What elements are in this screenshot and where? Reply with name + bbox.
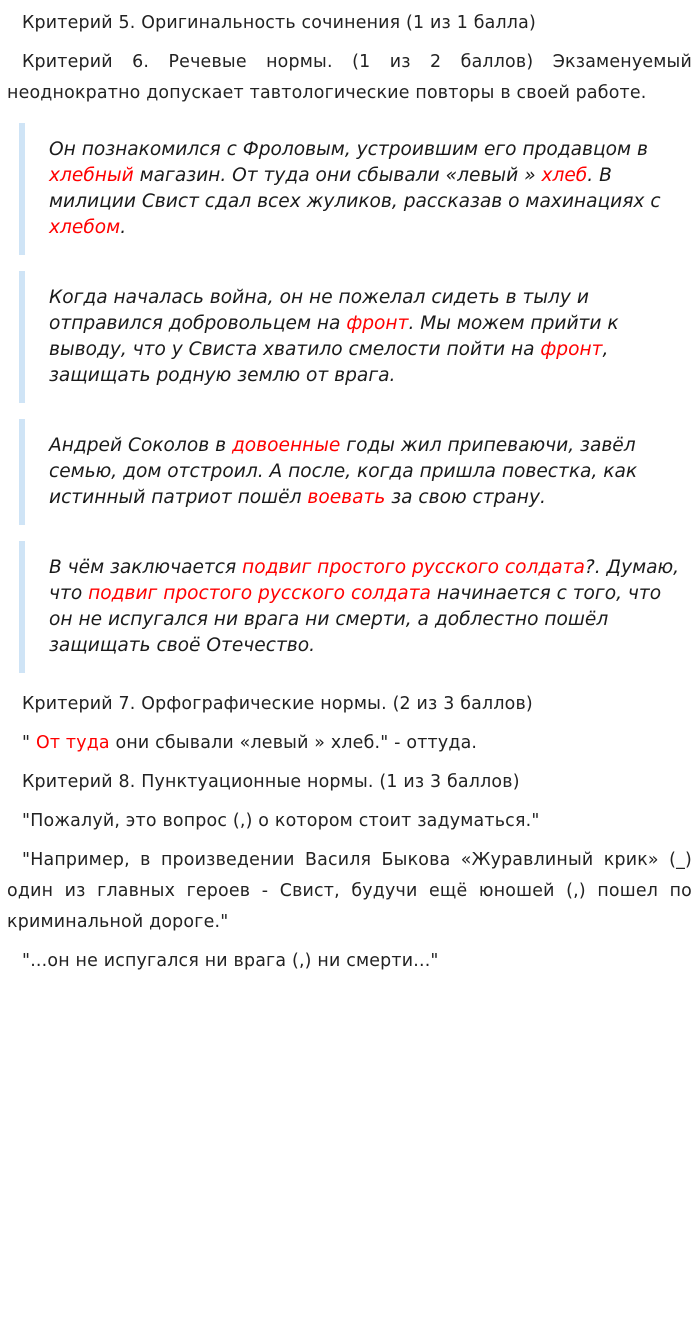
quote-4-text-2: ?. Думаю, что bbox=[49, 557, 680, 604]
quote-4-text-3: начинается с того, что он не испугался ни врага ни смерти, а доблестно пошёл защищать своё Отечество. bbox=[49, 583, 662, 656]
quote-1-highlight-2: хлеб bbox=[541, 165, 588, 186]
quote-3-text-1: Андрей Соколов в bbox=[49, 435, 232, 456]
punctuation-example-3: "...он не испугался ни врага (,) ни смерти..." bbox=[22, 951, 439, 971]
quote-1-text-4: . bbox=[120, 217, 127, 238]
quote-3-highlight-2: воевать bbox=[307, 487, 386, 508]
quote-1-text-1: Он познакомился с Фроловым, устроившим его продавцом в bbox=[49, 139, 648, 160]
quote-2-highlight-1: фронт bbox=[346, 313, 409, 334]
quote-2 bbox=[19, 271, 692, 403]
spelling-example bbox=[7, 728, 692, 759]
quote-4-highlight-2: подвиг простого русского солдата bbox=[88, 583, 431, 604]
criterion-5: Критерий 5. Оригинальность сочинения (1 из 1 балла) bbox=[22, 13, 536, 33]
criterion-6: Критерий 6. Речевые нормы. (1 из 2 баллов) Экзаменуемый неоднократно допускает тавтологические повторы в своей работе. bbox=[7, 52, 692, 103]
quote-1 bbox=[19, 123, 692, 255]
quote-2-text-1: Когда началась война, он не пожелал сидеть в тылу и отправился добровольцем на bbox=[49, 287, 589, 334]
quote-4 bbox=[19, 541, 692, 673]
quote-2-highlight-2: фронт bbox=[540, 339, 603, 360]
quote-4-text-1: В чём заключается bbox=[49, 557, 243, 578]
quote-2-text-3: , защищать родную землю от врага. bbox=[49, 339, 609, 386]
criterion-8: Критерий 8. Пунктуационные нормы. (1 из 3 баллов) bbox=[22, 772, 520, 792]
spelling-quote-open: " bbox=[22, 733, 36, 753]
quote-3-text-3: за свою страну. bbox=[385, 487, 546, 508]
quote-3 bbox=[19, 419, 692, 525]
quote-2-text-2: . Мы можем прийти к выводу, что у Свиста хватило смелости пойти на bbox=[49, 313, 619, 360]
criterion-7: Критерий 7. Орфографические нормы. (2 из 3 баллов) bbox=[22, 694, 533, 714]
quote-1-highlight-1: хлебный bbox=[49, 165, 134, 186]
quote-3-highlight-1: довоенные bbox=[231, 435, 341, 456]
quote-4-highlight-1: подвиг простого русского солдата bbox=[242, 557, 585, 578]
punctuation-example-2: "Например, в произведении Василя Быкова «Журавлиный крик» (_) один из главных героев - Свист, будучи ещё юношей (,) пошел по криминальной дороге." bbox=[7, 850, 692, 932]
quote-1-highlight-3: хлебом bbox=[49, 217, 121, 238]
quote-1-text-2: магазин. От туда они сбывали «левый » bbox=[133, 165, 542, 186]
spelling-rest: они сбывали «левый » хлеб." - оттуда. bbox=[109, 733, 478, 753]
quote-1-text-3: . В милиции Свист сдал всех жуликов, рассказав о махинациях с bbox=[49, 165, 661, 212]
punctuation-example-1: "Пожалуй, это вопрос (,) о котором стоит задуматься." bbox=[22, 811, 540, 831]
spelling-error: От туда bbox=[35, 733, 110, 753]
quote-3-text-2: годы жил припеваючи, завёл семью, дом отстроил. А после, когда пришла повестка, как истинный патриот пошёл bbox=[49, 435, 638, 508]
